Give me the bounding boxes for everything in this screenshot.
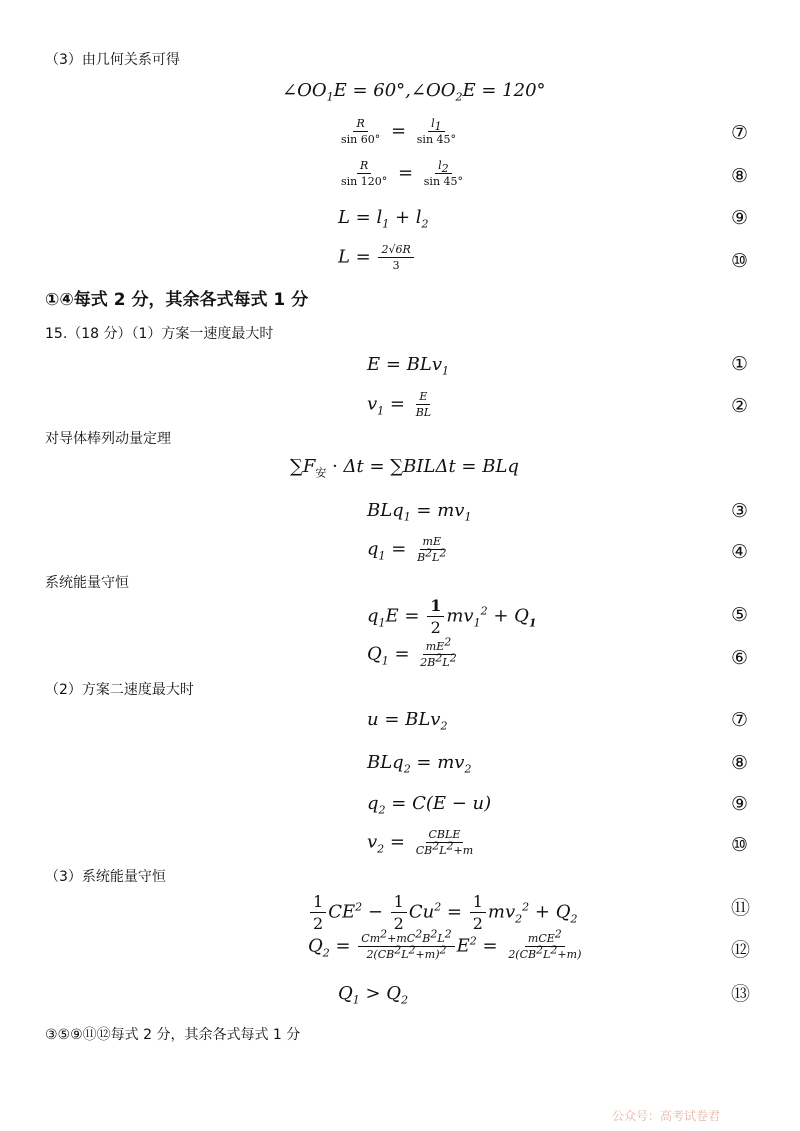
equation-number: ⑨ [731,207,749,229]
eq-u: u = BLv$_2$ [367,709,448,733]
equation-number: ⑫ [731,939,751,961]
eq-momentum-2: $BLq_2 = mv_2$ [367,752,472,776]
eq-sine-law-1: $\frac{R}{\sin 60^\circ}$ = $\frac{l_1}{\sin 45^\circ}$ [341,117,457,147]
equation-number: ④ [731,541,749,563]
eq-emf: E = BLv$_1$ [367,354,450,378]
equation-number: ⑧ [731,752,749,774]
equation-number: ② [731,395,749,417]
eq-q1: $q_1$ = $\frac{mE}{B^2L^2}$ [367,535,447,565]
equation-number: ③ [731,500,749,522]
equation-number: ⑥ [731,647,749,669]
eq-Q1: $Q_1$ = $\frac{mE^2}{2B^2L^2}$ [367,635,457,670]
momentum-label: 对导体棒列动量定理 [45,431,171,447]
section-title-case3: （3）系统能量守恒 [45,869,166,885]
eq-impulse: $\sum F_安 \cdot \Delta t = \sum BIL\Delta t$ = BLq [290,456,519,480]
equation-number: ⑦ [731,122,749,144]
eq-sine-law-2: $\frac{R}{\sin 120^\circ}$ = $\frac{l_2}{\sin 45^\circ}$ [341,159,464,189]
eq-q2: $q_2 = C(E - u)$ [367,793,492,817]
equation-number: ⑨ [731,793,749,815]
eq-length-result: L = $\frac{2√6R}{3}$ [338,243,416,272]
eq-v1: $v_1$ = $\frac{E}{BL}$ [367,390,432,420]
eq-compare: $Q_1 > Q_2$ [338,983,409,1007]
equation-number: ⑩ [731,834,749,856]
eq-angles: $\angle OO_1E$ = $60^\circ,\angle OO_2E = 120^\circ$ [282,80,546,104]
equation-number: ⑧ [731,165,749,187]
eq-length-sum: $L = l_1 + l_2$ [338,207,429,231]
eq-energy-1: $q_1E$ = $\frac{1}{2}$ $mv_1^2 + Q_1$ [367,596,537,638]
scoring-note-final: ③⑤⑨⑪⑫每式 2 分，其余各式每式 1 分 [45,1027,301,1043]
equation-number: ⑤ [731,604,749,626]
scoring-note-p3: ①④每式 2 分，其余各式每式 1 分 [45,290,309,310]
section-title-p3: （3）由几何关系可得 [45,52,180,68]
equation-number: ⑬ [731,983,751,1005]
footer-watermark: 公众号：高考试卷君 [612,1109,721,1123]
eq-Q2: $Q_2$ = $\frac{Cm^2+mC^2B^2L^2}{2(CB^2L^2+m)^2}$ $E^2$ = $\frac{mCE^2}{2(CB^2L^2+m)}$ [308,927,582,962]
energy-label: 系统能量守恒 [45,575,129,591]
equation-number: ⑦ [731,709,749,731]
section-title-case2: （2）方案二速度最大时 [45,682,194,698]
eq-v2: $v_2$ = $\frac{\text{CBLE}}{CB^2L^2+m}$ [367,828,474,858]
equation-number: ⑩ [731,250,749,272]
equation-number: ① [731,353,749,375]
equation-number: ⑪ [731,897,751,919]
eq-momentum: $BLq_1 = mv_1$ [367,500,472,524]
eq-energy-2: $\frac{1}{2}$ $CE^2$ − $\frac{1}{2}$ $Cu^2$ = $\frac{1}{2}$ $mv_2^2 + Q_2$ [308,892,577,933]
section-title-q15: 15.（18 分）（1）方案一速度最大时 [45,326,274,342]
